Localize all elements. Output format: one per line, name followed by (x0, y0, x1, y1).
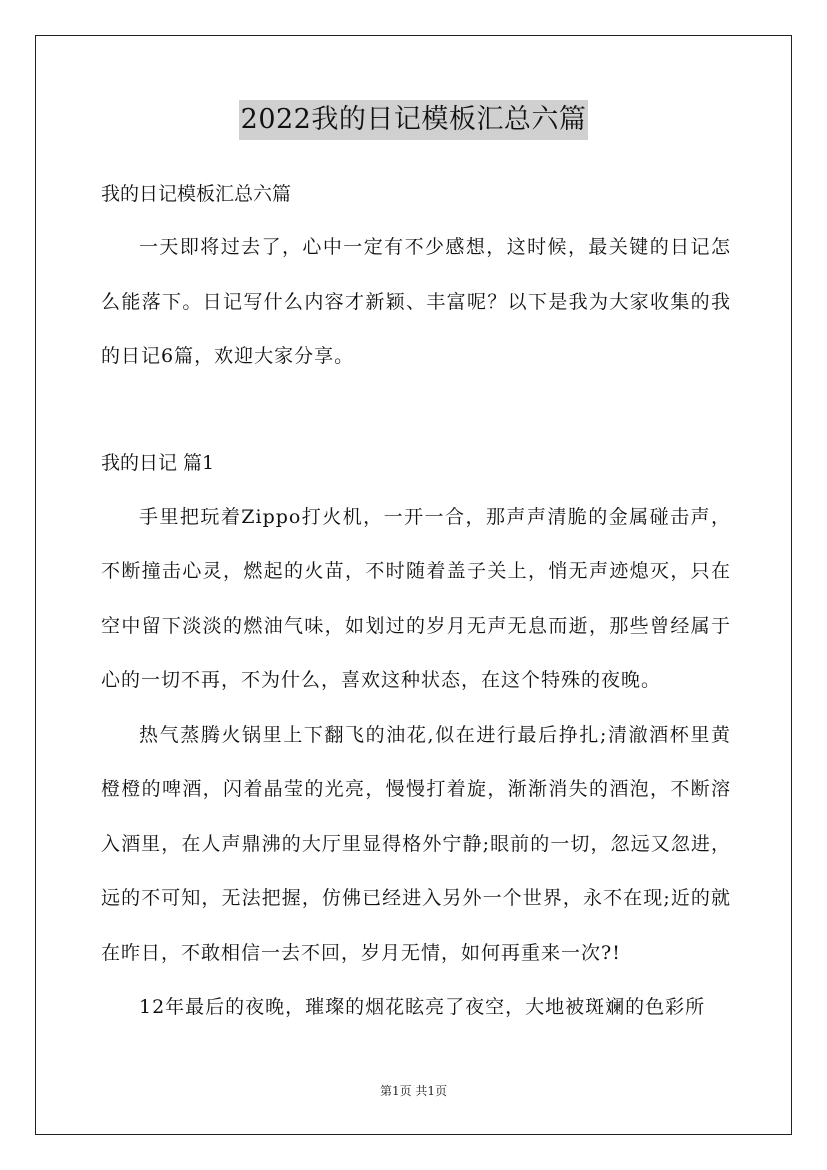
body-paragraph: 热气蒸腾火锅里上下翻飞的油花,似在进行最后挣扎;清澈酒杯里黄橙橙的啤酒，闪着晶莹的光亮，慢慢打着旋，渐渐消失的酒泡，不断溶入酒里，在人声鼎沸的大厅里显得格外宁静;眼前的一切，忽远又忽进，远的不可知，无法把握，仿佛已经进入另外一个世界，永不在现;近的就在昨日，不敢相信一去不回，岁月无情，如何再重来一次?! (101, 723, 731, 964)
title-container (0, 100, 827, 140)
intro-paragraph: 一天即将过去了，心中一定有不少感想，这时候，最关键的日记怎么能落下。日记写什么内容才新颖、丰富呢？以下是我为大家收集的我的日记6篇，欢迎大家分享。 (101, 236, 731, 367)
body-paragraph: 手里把玩着Zippo打火机，一开一合，那声声清脆的金属碰击声，不断撞击心灵，燃起的火苗，不时随着盖子关上，悄无声迹熄灭，只在空中留下淡淡的燃油气味，如划过的岁月无声无息而逝，那些曾经属于心的一切不再，不为什么，喜欢这种状态，在这个特殊的夜晚。 (101, 505, 731, 691)
document-subtitle: 我的日记模板汇总六篇 (101, 183, 292, 205)
document-title: 2022我的日记模板汇总六篇 (239, 100, 589, 140)
body-paragraph: 12年最后的夜晚，璀璨的烟花眩亮了夜空，大地被斑斓的色彩所 (139, 996, 706, 1018)
document-body (101, 168, 731, 1035)
page-footer: 第1页 共1页 (379, 1084, 448, 1098)
section-heading: 我的日记 篇1 (101, 451, 215, 474)
